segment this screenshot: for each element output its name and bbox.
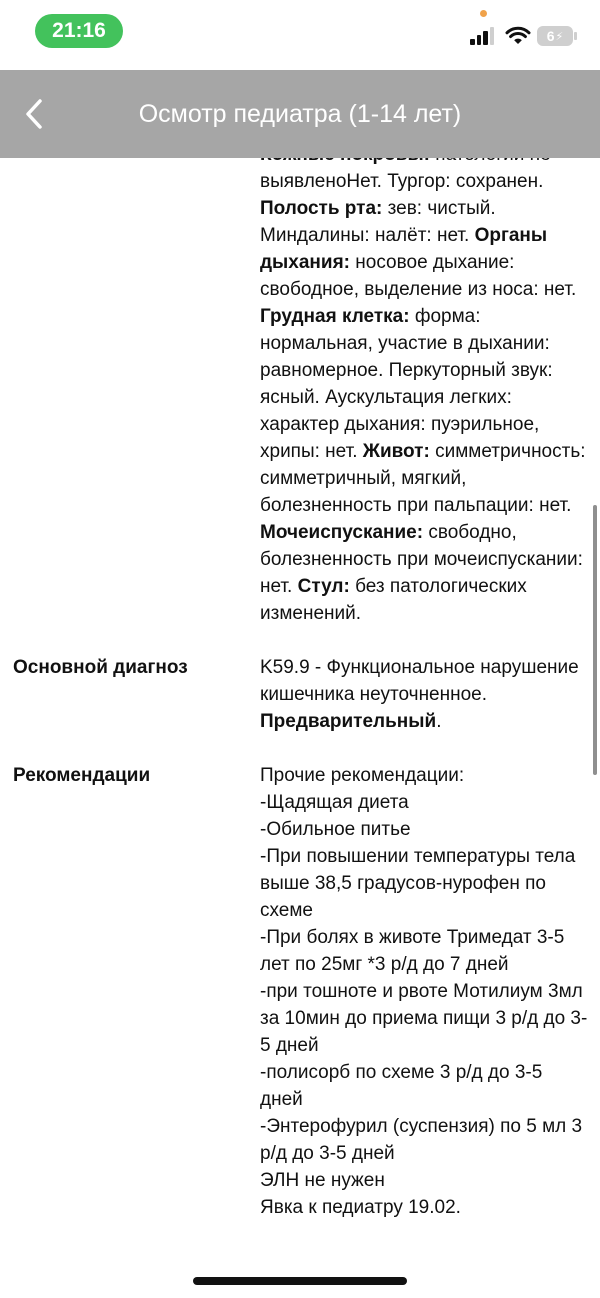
recommendation-line: -полисорб по схеме 3 р/д до 3-5 дней <box>260 1062 543 1110</box>
exam-findings: выявленоНет. Тургор: сохранен. Полость рта: зев: чистый. Миндалины: налёт: нет. Органы дыхания: носовое дыхание: свободное, выделение из носа: нет. Грудная клетка: форма: нормальная, участие в дыхании: равномерное. Перкуторный звук: ясный. Аускультация легких: характер дыхания: пуэрильное, хрипы: нет. Живот: симметричность: симметричный, мягкий, болезненность при пальпации: нет. Мочеиспускание: свободно, болезненность при мочеиспускании: нет. Стул: без патологических изменений. <box>260 171 586 624</box>
recommendation-line: -При повышении температуры тела выше 38,5 градусов-нурофен по схеме <box>260 846 576 921</box>
recommendation-line: -Энтерофурил (суспензия) по 5 мл 3 р/д до 3-5 дней <box>260 1116 583 1164</box>
exam-row <box>0 141 600 627</box>
diagnosis-label: Основной диагноз <box>13 657 188 678</box>
status-bar <box>0 0 600 70</box>
cellular-signal-icon <box>470 27 496 45</box>
app-header <box>0 70 600 158</box>
status-time: 21:16 <box>35 14 123 48</box>
recommendation-line: ЭЛН не нужен <box>260 1170 385 1191</box>
home-indicator[interactable] <box>193 1277 407 1285</box>
battery-icon: 6 ⚡ <box>537 26 573 46</box>
recommendation-line: -при тошноте и рвоте Мотилиум 3мл за 10мин до приема пищи 3 р/д до 3-5 дней <box>260 981 588 1056</box>
recommendation-line: Явка к педиатру 19.02. <box>260 1197 461 1218</box>
battery-cap <box>574 32 577 40</box>
recommendations-row <box>0 762 600 1221</box>
page-title: Осмотр педиатра (1-14 лет) <box>138 100 462 128</box>
battery-level: 6 <box>546 28 555 44</box>
exam-content[interactable] <box>0 158 600 1298</box>
recommendations-label: Рекомендации <box>13 765 151 786</box>
scrollbar[interactable] <box>593 505 597 775</box>
recommendation-line: -Щадящая диета <box>260 792 409 813</box>
recommendation-line: Прочие рекомендации: <box>260 765 465 786</box>
diagnosis-row <box>0 654 600 735</box>
privacy-indicator-dot <box>480 10 487 17</box>
recommendation-line: -При болях в животе Тримедат 3-5 лет по 25мг *3 р/д до 7 дней <box>260 927 565 975</box>
recommendation-line: -Обильное питье <box>260 819 411 840</box>
diagnosis-status: Предварительный <box>260 711 437 732</box>
diagnosis-value: K59.9 - Функциональное нарушение кишечника неуточненное. Предварительный. <box>260 657 579 732</box>
recommendations-value <box>260 762 590 1221</box>
wifi-icon <box>505 25 531 45</box>
